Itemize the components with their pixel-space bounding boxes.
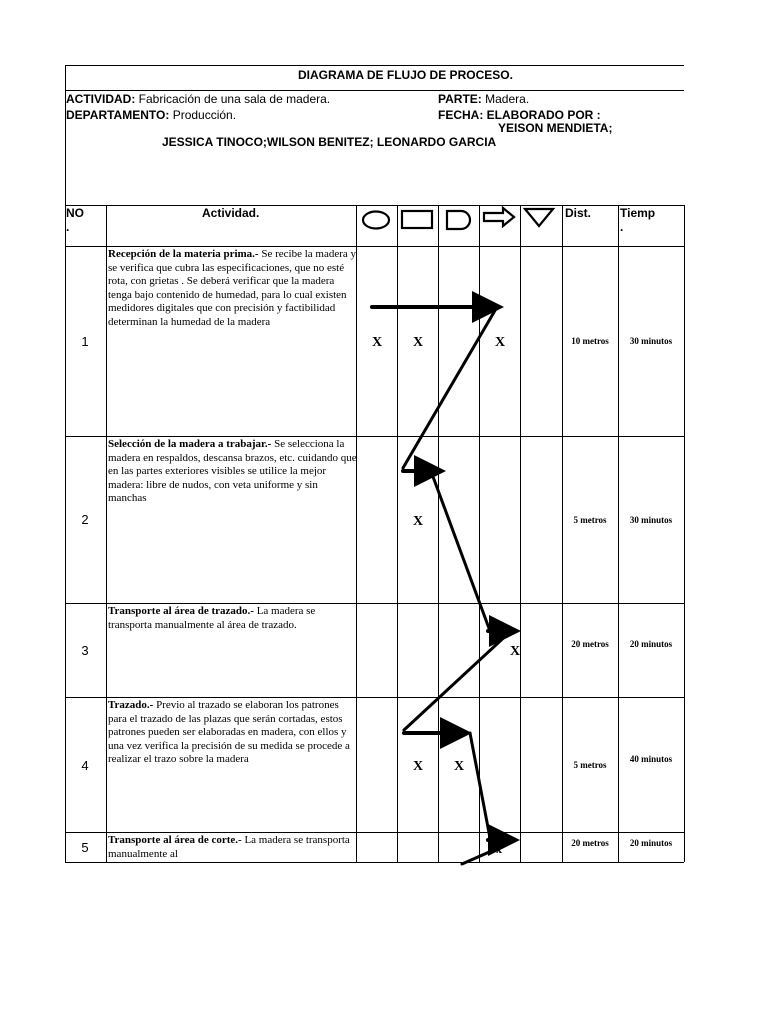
departamento-value: Producción.: [172, 108, 237, 122]
inspection-mark: X: [413, 335, 424, 350]
row-number: 5: [81, 840, 89, 855]
row-number: 4: [81, 758, 89, 773]
activity-title: Trazado.-: [108, 699, 154, 711]
inspection-mark: X: [413, 514, 424, 529]
parte-value: Madera.: [485, 92, 530, 106]
transport-mark: X: [510, 644, 521, 659]
inspection-mark: X: [413, 759, 424, 774]
time-value: 30 minutos: [629, 336, 673, 346]
departamento-label: DEPARTAMENTO:: [66, 108, 170, 122]
parte-label: PARTE:: [438, 92, 482, 106]
activity-text: Previo al trazado se elaboran los patrones para el trazado de las plazas que serán cortadas, estos patrones pueden ser elaboradas en madera, con ellos y una vez verifica la precisión de su medida se procede a realizar el trazo sobre la madera: [108, 699, 350, 765]
actividad-label: ACTIVIDAD:: [66, 92, 136, 106]
activity-title: Transporte al área de corte.-: [108, 834, 242, 846]
activity-title: Transporte al área de trazado.-: [108, 605, 254, 617]
flow-line: [462, 842, 512, 864]
distance-value: 20 metros: [571, 838, 609, 848]
activity-text: Se recibe la madera y se verifica que cubra las especificaciones, que no esté rota, con grietas . Se deberá verificar que la madera tenga bajo contenido de humedad, para lo cual existen medidores digitales que con precisión y factibilidad determinan la humedad de la madera: [108, 248, 357, 328]
elaborado-names: JESSICA TINOCO;WILSON BENITEZ; LEONARDO GARCIA: [162, 135, 497, 149]
time-value: 20 minutos: [629, 639, 673, 649]
elaborado-name-1: YEISON MENDIETA;: [498, 121, 613, 135]
col-no-dot: .: [66, 220, 70, 234]
activity-title: Selección de la madera a trabajar.-: [108, 438, 272, 450]
col-no-header: NO: [66, 206, 84, 220]
flow-line: [403, 307, 497, 468]
activity-title: Recepción de la materia prima.-: [108, 248, 259, 260]
activity-text: La madera se transporta manualmente al: [108, 834, 350, 860]
distance-value: 5 metros: [573, 515, 607, 525]
col-tiempo-header: Tiemp: [620, 206, 656, 220]
fecha-label: FECHA: ELABORADO POR :: [438, 108, 601, 122]
distance-value: 10 metros: [571, 336, 609, 346]
actividad-value: Fabricación de una sala de madera.: [138, 92, 331, 106]
col-actividad-header: Actividad.: [202, 206, 260, 220]
row-number: 1: [81, 334, 89, 349]
operation-mark: X: [372, 335, 383, 350]
delay-mark: X: [454, 759, 465, 774]
time-value: 40 minutos: [629, 754, 673, 764]
time-value: 20 minutos: [629, 838, 673, 848]
flow-line: [470, 733, 490, 838]
row-number: 3: [81, 643, 89, 658]
document-title: DIAGRAMA DE FLUJO DE PROCESO.: [298, 68, 513, 82]
flow-line: [404, 631, 511, 730]
activity-text: La madera se transporta manualmente al área de trazado.: [108, 605, 316, 631]
distance-value: 20 metros: [571, 639, 609, 649]
row-number: 2: [81, 512, 89, 527]
distance-value: 5 metros: [573, 760, 607, 770]
col-dist-header: Dist.: [565, 206, 592, 220]
transport-mark: X: [495, 335, 506, 350]
flow-line: [432, 474, 490, 631]
col-tiempo-dot: .: [620, 220, 624, 234]
time-value: 30 minutos: [629, 515, 673, 525]
transport-mark: x: [496, 842, 502, 856]
activity-text: Se selecciona la madera en respaldos, descansa brazos, etc. cuidando que en las partes exteriores visibles se utilice la mejor madera: libre de nudos, con veta uniforme y sin manchas: [108, 438, 357, 504]
